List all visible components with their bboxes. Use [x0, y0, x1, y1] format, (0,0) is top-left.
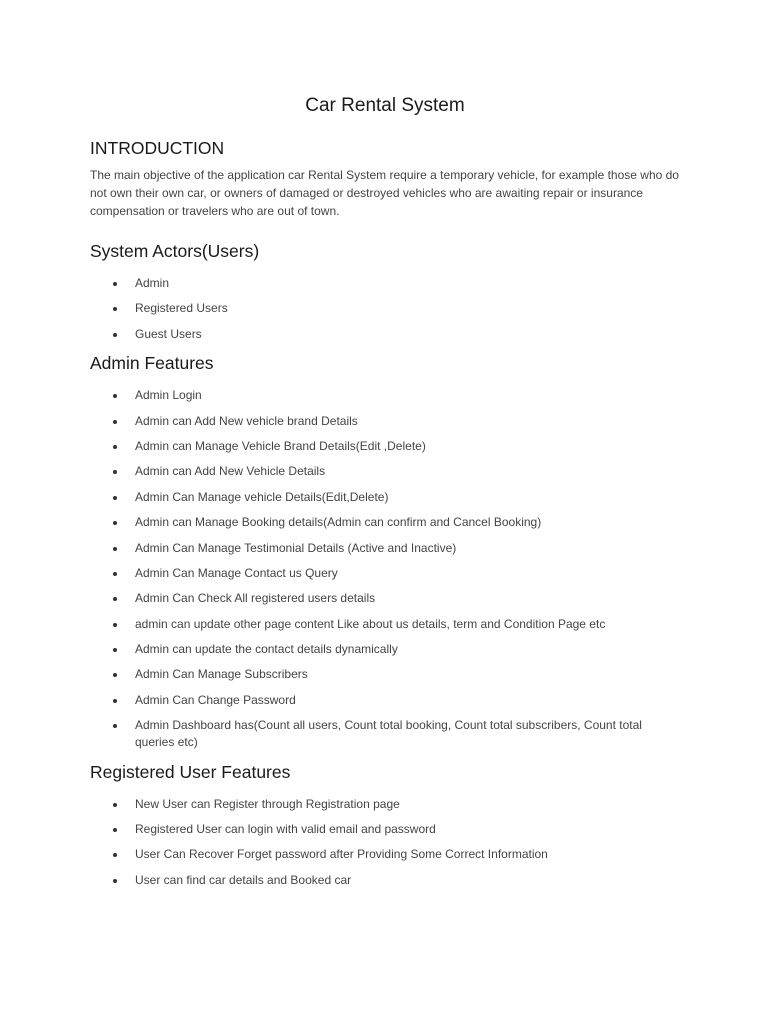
list-item: [90, 489, 680, 506]
list-item-text: Admin can update the contact details dynamically: [135, 642, 398, 657]
list-item-text: Admin can Add New vehicle brand Details: [135, 413, 358, 428]
bullet-icon: [113, 648, 117, 652]
bullet-icon: [113, 597, 117, 601]
list-item-text: Admin can Manage Booking details(Admin can confirm and Cancel Booking): [135, 515, 542, 530]
list-item: [90, 565, 680, 582]
list-item-text: Admin Can Check All registered users details: [135, 591, 376, 606]
list-item-text: User can find car details and Booked car: [135, 872, 352, 887]
list-item: [90, 300, 680, 317]
list-item: [90, 463, 680, 480]
bullet-icon: [113, 496, 117, 500]
list-item: [90, 438, 680, 455]
bullet-icon: [113, 521, 117, 525]
list-item: [90, 641, 680, 658]
list-item-text: Registered Users: [135, 301, 228, 316]
bullet-icon: [113, 699, 117, 703]
list-item-text: Admin can Add New Vehicle Details: [135, 464, 326, 479]
list-item-text: Guest Users: [135, 326, 202, 341]
list-item: [90, 413, 680, 430]
list-item: [90, 616, 680, 633]
introduction-heading: INTRODUCTION: [90, 138, 225, 158]
bullet-icon: [113, 445, 117, 449]
list-item: [90, 540, 680, 557]
admin-features-heading: Admin Features: [90, 353, 214, 374]
document-page: [90, 92, 680, 897]
bullet-icon: [113, 803, 117, 807]
bullet-icon: [113, 547, 117, 551]
list-item: [90, 590, 680, 607]
bullet-icon: [113, 724, 117, 728]
document-title: Car Rental System: [305, 95, 465, 116]
list-item-text: Admin Can Manage Contact us Query: [135, 565, 338, 580]
list-item: [90, 326, 680, 343]
list-item: [90, 846, 680, 863]
list-item: [90, 872, 680, 889]
introduction-paragraph: The main objective of the application car Rental System require a temporary vehicle, for example those who do not own their own car, or owners of damaged or destroyed vehicles who are awaiting repair or insurance compensation or travelers who are out of town.: [90, 168, 679, 218]
list-item-text: Registered User can login with valid email and password: [135, 822, 436, 837]
list-item-text: Admin Can Change Password: [135, 692, 296, 707]
list-item: [90, 514, 680, 531]
registered-user-features-list: [90, 796, 680, 889]
bullet-icon: [113, 394, 117, 398]
list-item-text: Admin Can Manage Subscribers: [135, 667, 308, 682]
list-item: [90, 692, 680, 709]
list-item: [90, 387, 680, 404]
list-item: [90, 275, 680, 292]
list-item-text: Admin can Manage Vehicle Brand Details(Edit ,Delete): [135, 438, 426, 453]
bullet-icon: [113, 879, 117, 883]
bullet-icon: [113, 420, 117, 424]
bullet-icon: [113, 333, 117, 337]
list-item-text: Admin Can Manage Testimonial Details (Active and Inactive): [135, 540, 457, 555]
system-actors-heading: System Actors(Users): [90, 241, 260, 261]
bullet-icon: [113, 673, 117, 677]
bullet-icon: [113, 828, 117, 832]
bullet-icon: [113, 282, 117, 286]
list-item: [90, 666, 680, 683]
list-item-text: User Can Recover Forget password after Providing Some Correct Information: [135, 847, 548, 862]
list-item: [90, 717, 680, 751]
list-item: [90, 796, 680, 813]
list-item-text: New User can Register through Registration page: [135, 796, 400, 811]
admin-features-list: [90, 387, 680, 751]
bullet-icon: [113, 572, 117, 576]
bullet-icon: [113, 470, 117, 474]
list-item-text: admin can update other page content Like about us details, term and Condition Page etc: [135, 616, 606, 631]
bullet-icon: [113, 307, 117, 311]
registered-user-features-heading: Registered User Features: [90, 761, 291, 782]
system-actors-list: [90, 275, 680, 343]
list-item: [90, 821, 680, 838]
list-item-text: Admin Dashboard has(Count all users, Count total booking, Count total subscribers, Count total queries etc): [135, 718, 642, 750]
list-item-text: Admin Login: [135, 388, 202, 403]
list-item-text: Admin Can Manage vehicle Details(Edit,Delete): [135, 489, 389, 504]
list-item-text: Admin: [135, 276, 170, 290]
bullet-icon: [113, 623, 117, 627]
bullet-icon: [113, 853, 117, 857]
